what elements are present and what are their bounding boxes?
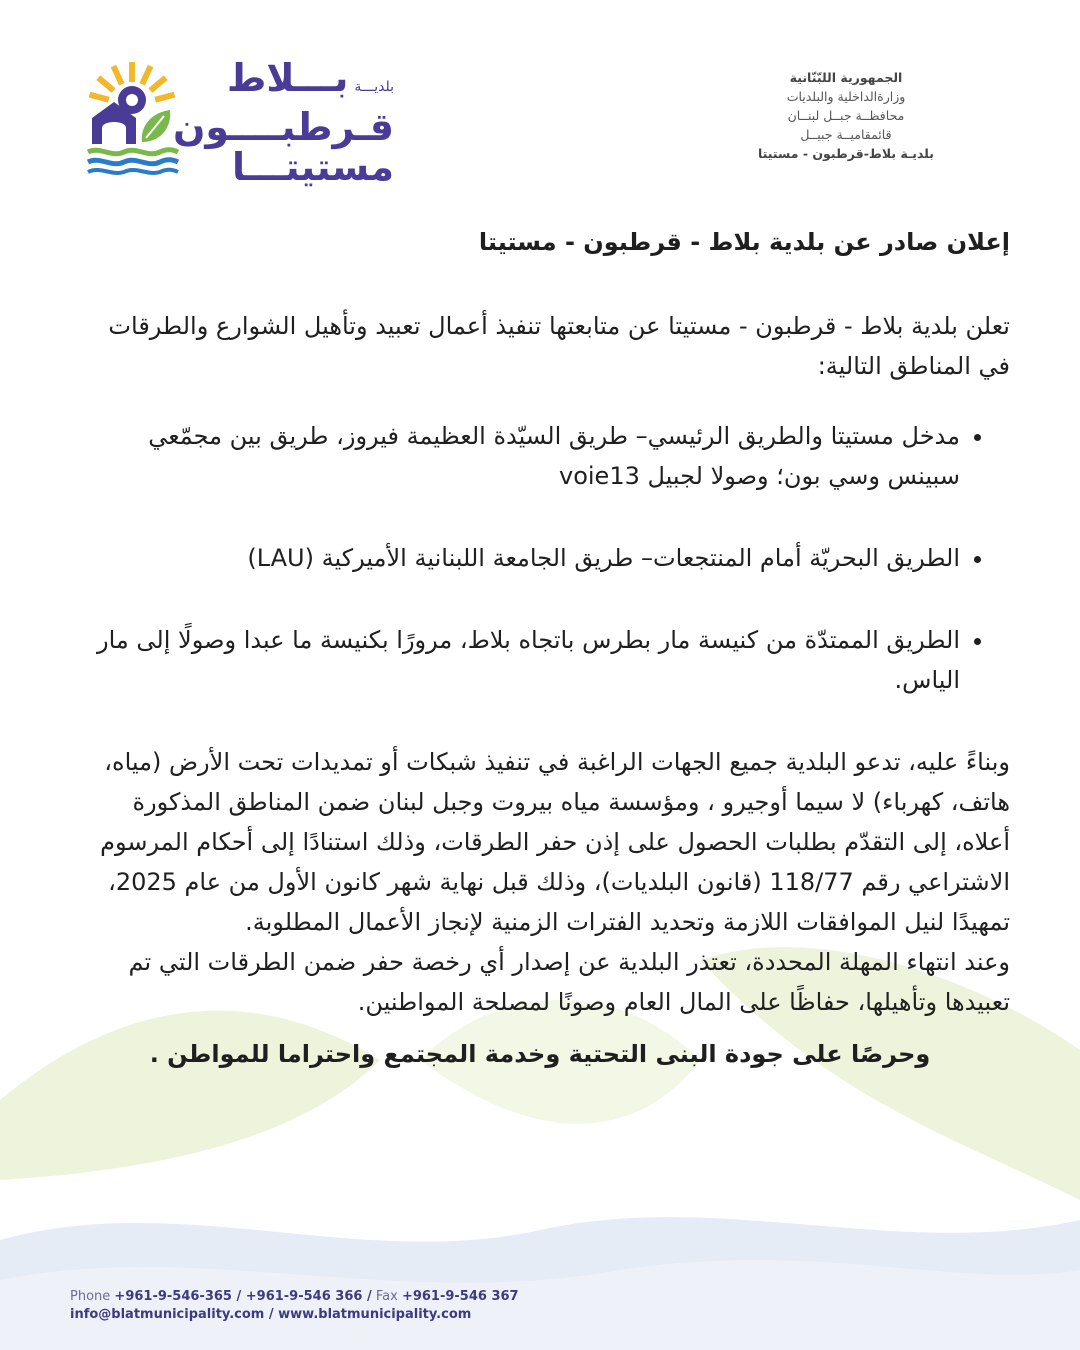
announcement-body-paragraph-1: وبناءً عليه، تدعو البلدية جميع الجهات الراغبة في تنفيذ شبكات أو تمديدات تحت الأرض (مياه، هاتف، كهرباء) لا سيما أوجيرو ، ومؤسسة مياه بيروت وجبل لبنان ضمن المناطق المذكورة أعلاه، إلى التقدّم بطلبات الحصول على إذن حفر الطرقات، وذلك استنادًا إلى أحكام المرسوم الاشتراعي رقم 118/77 (قانون البلديات)، وذلك قبل نهاية شهر كانون الأول من عام 2025، تمهيدًا لنيل الموافقات اللازمة وتحديد الفترات الزمنية لإنجاز الأعمال المطلوبة. bbox=[100, 748, 1010, 936]
logo-line-qortboun: قـرطبــــون bbox=[172, 105, 394, 149]
announcement-body bbox=[70, 222, 1010, 1074]
header-republic: الجمهورية اللبّنّانية bbox=[789, 70, 903, 85]
logo-emblem-icon bbox=[84, 58, 180, 176]
list-item: • الطريق البحريّة أمام المنتجعات– طريق الجامعة اللبنانية الأميركية (LAU) bbox=[70, 538, 960, 578]
announcement-intro: تعلن بلدية بلاط - قرطبون - مستيتا عن متابعتها تنفيذ أعمال تعبيد وتأهيل الشوارع والطرقات في المناطق التالية: bbox=[108, 312, 1010, 380]
areas-list bbox=[70, 416, 1010, 700]
official-header bbox=[716, 68, 976, 163]
header-governorate: محافظــة جبــل لبنــان bbox=[787, 108, 905, 123]
footer-phone-line bbox=[70, 1288, 519, 1306]
fax-value: +961-9-546 367 bbox=[401, 1289, 519, 1304]
header-ministry: وزارةالداخلية والبلديات bbox=[786, 89, 906, 104]
municipality-logo bbox=[84, 56, 394, 189]
logo-line-mastita: مستيتـــا bbox=[232, 145, 394, 189]
list-item: • مدخل مستيتا والطريق الرئيسي– طريق السيّدة العظيمة فيروز، طريق بين مجمّعي سبينس وسي بون؛ وصولا لجبيل voie13 bbox=[70, 416, 960, 496]
list-item: • الطريق الممتدّة من كنيسة مار بطرس باتجاه بلاط، مرورًا بكنيسة ما عبدا وصولًا إلى مار الياس. bbox=[70, 620, 960, 700]
logo-line-blat: بلديـــةبـــلاط bbox=[226, 56, 394, 100]
logo-wordmark bbox=[172, 56, 394, 189]
logo-prefix: بلديـــة bbox=[354, 79, 394, 95]
footer-email-web[interactable]: info@blatmunicipality.com / www.blatmunicipality.com bbox=[70, 1307, 472, 1322]
contact-footer bbox=[70, 1288, 519, 1324]
announcement-title: إعلان صادر عن بلدية بلاط - قرطبون - مستيتا bbox=[478, 228, 1010, 256]
fax-label: Fax bbox=[375, 1289, 398, 1304]
announcement-body-paragraph-2: وعند انتهاء المهلة المحددة، تعتذر البلدية عن إصدار أي رخصة حفر ضمن الطرقات التي تم تعبيدها وتأهيلها، حفاظًا على المال العام وصونًا لمصلحة المواطنين. bbox=[128, 948, 1010, 1016]
phone-values: +961-9-546-365 / +961-9-546 366 / bbox=[114, 1289, 372, 1304]
announcement-closing: وحرصًا على جودة البنى التحتية وخدمة المجتمع واحتراما للمواطن . bbox=[149, 1040, 931, 1068]
header-municipality: بلديـة بلاط-قرطبون - مستيتا bbox=[758, 146, 934, 161]
phone-label: Phone bbox=[70, 1289, 111, 1304]
header-district: قائمقاميــة جبيــل bbox=[800, 127, 892, 142]
